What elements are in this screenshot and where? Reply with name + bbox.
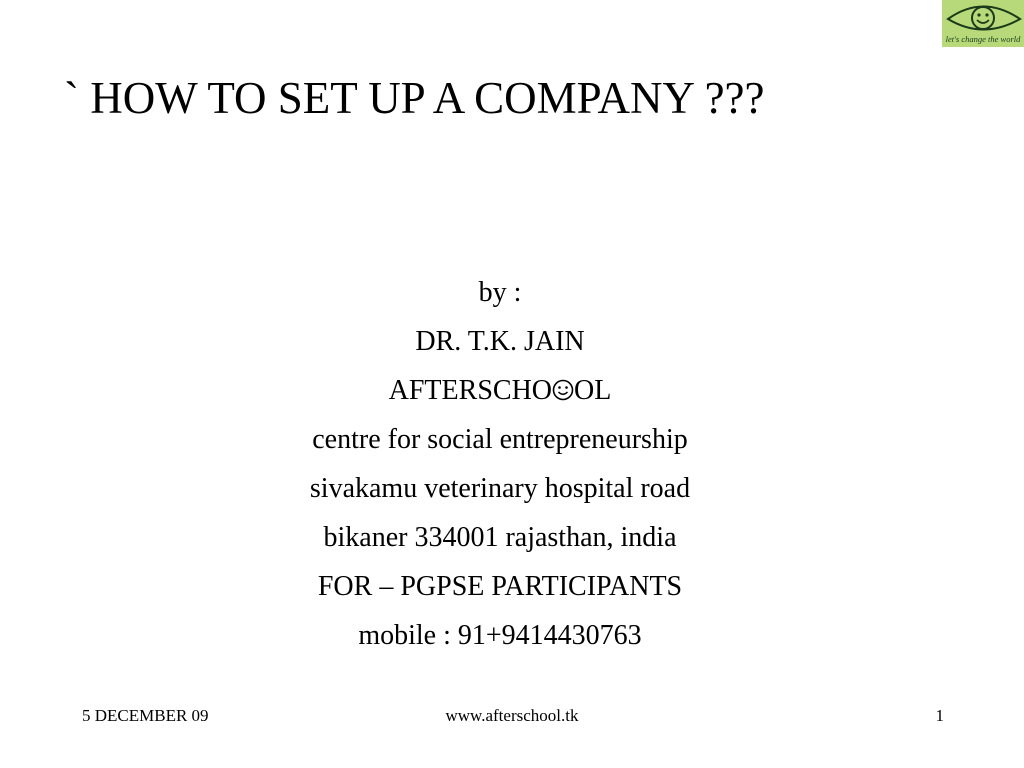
logo-tagline: let's change the world [945,34,1021,44]
organization-suffix: OL [574,375,612,406]
author-name: DR. T.K. JAIN [415,326,585,357]
slide-title: ` HOW TO SET UP A COMPANY ??? [64,73,765,123]
slide-body [200,268,800,660]
organization-description: centre for social entrepreneurship [312,424,688,455]
smiley-icon [552,368,574,417]
address-city: bikaner 334001 rajasthan, india [323,522,677,553]
eye-smiley-logo-icon [942,0,1024,47]
page-number: 1 [935,706,944,725]
organization-prefix: AFTERSCHO [388,375,553,406]
logo [942,0,1024,47]
footer-url[interactable]: www.afterschool.tk [445,706,579,725]
footer-date: 5 DECEMBER 09 [82,706,209,725]
mobile-number: mobile : 91+9414430763 [358,620,642,651]
address-street: sivakamu veterinary hospital road [309,473,691,504]
organization-name [200,366,800,415]
audience-line: FOR – PGPSE PARTICIPANTS [317,571,683,602]
byline-label: by : [478,277,522,308]
